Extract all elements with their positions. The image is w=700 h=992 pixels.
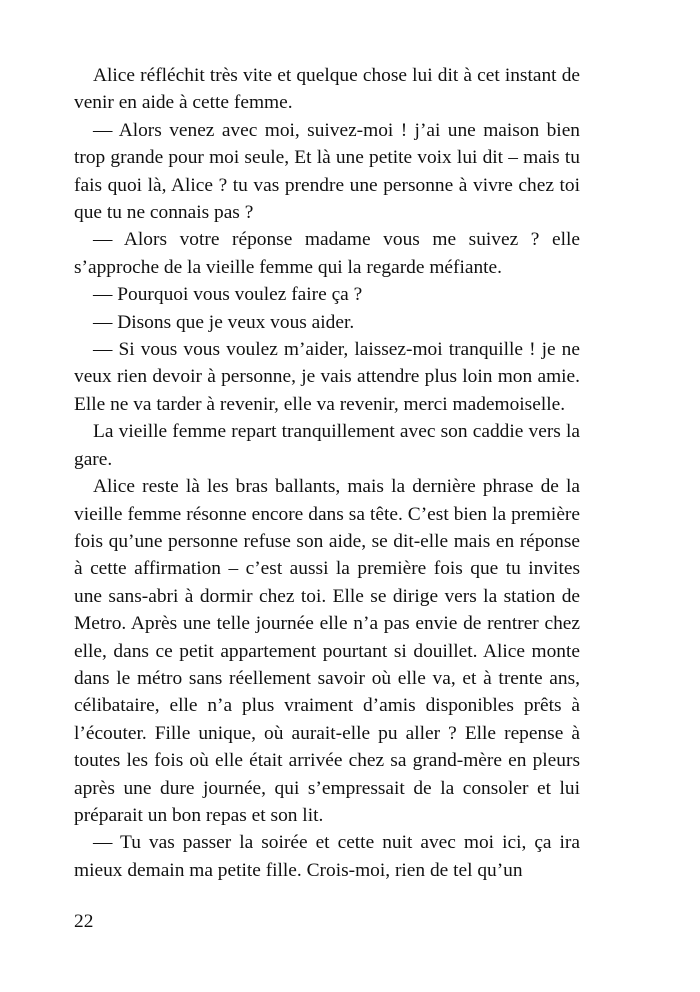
paragraph: — Pourquoi vous voulez faire ça ?	[93, 284, 363, 306]
paragraph: Alice reste là les bras ballants, mais la dernière phrase de la vieille femme résonne encore dans sa tête. C’est bien la première fois qu’une personne refuse son aide, se dit-elle mais en réponse à cette affirmation – c’est aussi la première fois que tu invites une sans-abri à dormir chez toi. Elle se dirige vers la station de Metro. Après une telle journée elle n’a pas envie de rentrer chez elle, dans ce petit appartement pourtant si douillet. Alice monte dans le métro sans réellement savoir où elle va, et à trente ans, célibataire, elle n’a plus vraiment d’amis disponibles prêts à l’écouter. Fille unique, où aurait-elle pu aller ? Elle repense à toutes les fois où elle était arrivée chez sa grand-mère en pleurs après une dure journée, qui s’empressait de la consoler et lui préparait un bon repas et son lit.	[74, 476, 580, 826]
paragraph: — Tu vas passer la soirée et cette nuit avec moi ici, ça ira mieux demain ma petite fille. Crois-moi, rien de tel qu’un	[74, 832, 580, 881]
page-number: 22	[74, 911, 94, 932]
paragraph: — Alors venez avec moi, suivez-moi ! j’ai une maison bien trop grande pour moi seule, Et là une petite voix lui dit – mais tu fais quoi là, Alice ? tu vas prendre une personne à vivre chez toi que tu ne connais pas ?	[74, 119, 580, 224]
paragraph: — Si vous vous voulez m’aider, laissez-moi tranquille ! je ne veux rien devoir à personne, je vais attendre plus loin mon amie. Elle ne va tarder à revenir, elle va revenir, merci mademoiselle.	[74, 339, 580, 415]
page-body	[74, 62, 580, 884]
paragraph: Alice réfléchit très vite et quelque chose lui dit à cet instant de venir en aide à cette femme.	[74, 65, 580, 114]
paragraph: — Alors votre réponse madame vous me suivez ? elle s’approche de la vieille femme qui la regarde méfiante.	[74, 229, 580, 278]
paragraph: La vieille femme repart tranquillement avec son caddie vers la gare.	[74, 421, 580, 470]
paragraph: — Disons que je veux vous aider.	[93, 311, 355, 333]
